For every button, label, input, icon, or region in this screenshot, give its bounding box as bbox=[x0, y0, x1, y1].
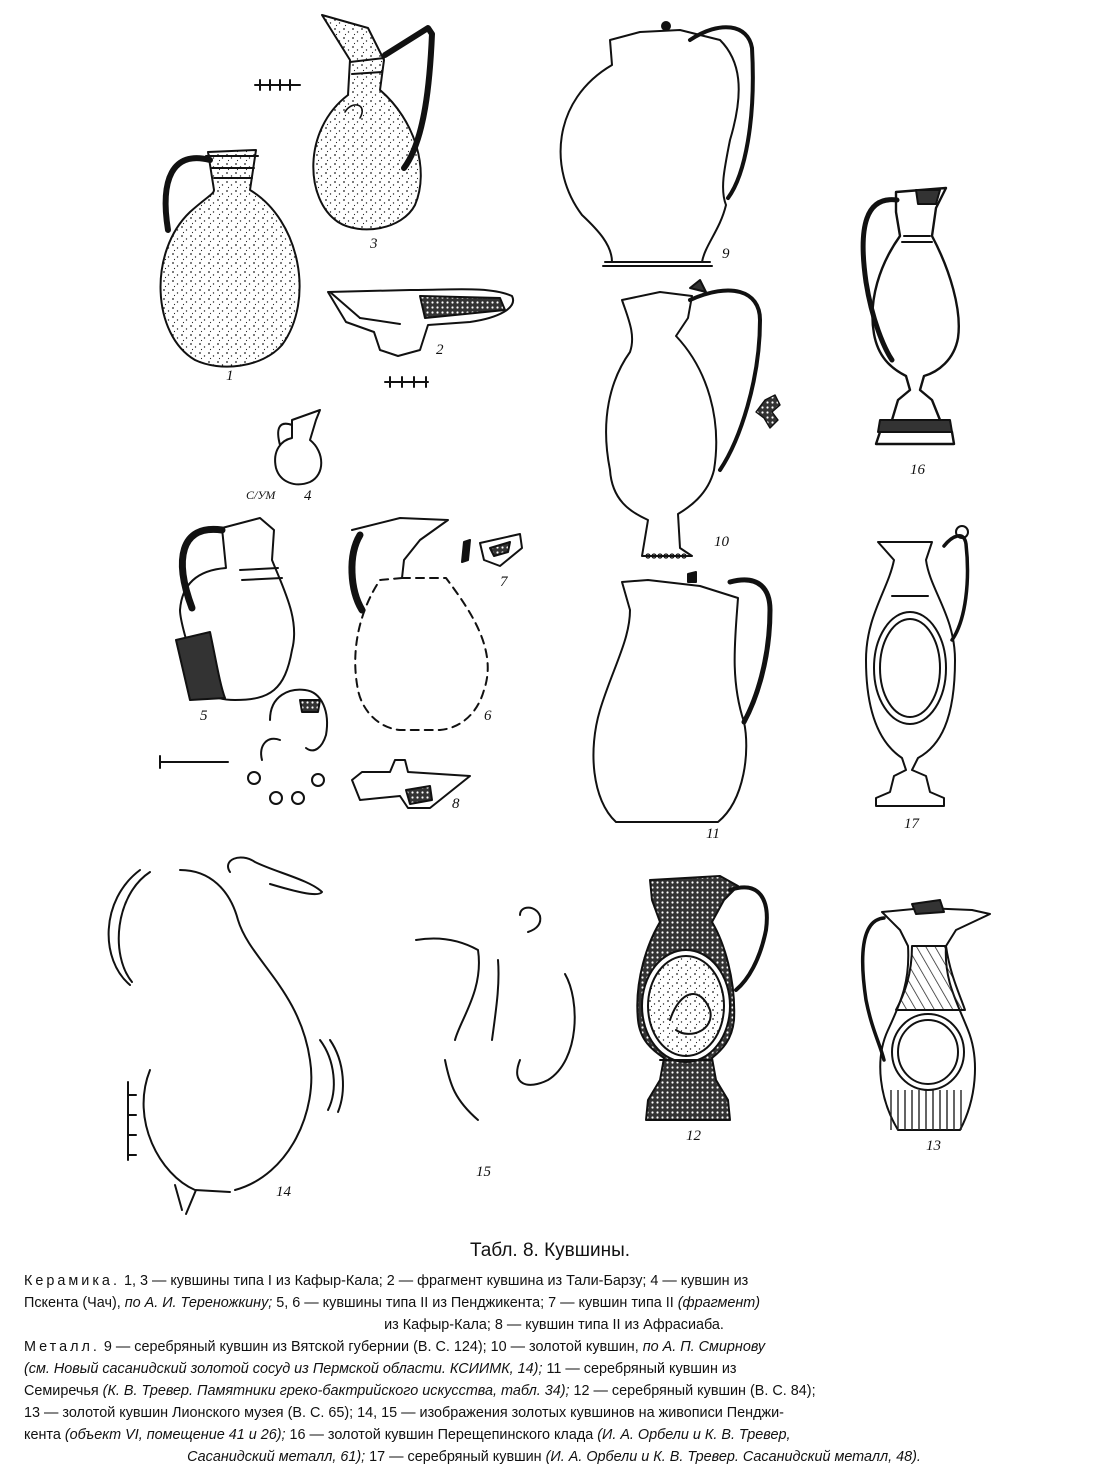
figure-16-gold-jug bbox=[863, 188, 959, 444]
caption-ceramics-heading: Керамика. bbox=[24, 1273, 120, 1289]
figure-1-jug bbox=[161, 150, 300, 367]
caption-citation: по А. П. Смирнову bbox=[642, 1339, 766, 1355]
figure-label-8: 8 bbox=[452, 796, 460, 812]
caption-text: 12 — серебряный кувшин (В. С. 84); bbox=[573, 1383, 816, 1399]
figure-label-6: 6 bbox=[484, 708, 492, 724]
caption-text: Пскента (Чач), bbox=[24, 1295, 121, 1311]
figure-label-14: 14 bbox=[276, 1184, 291, 1200]
figure-label-1: 1 bbox=[226, 368, 234, 384]
figure-label-16: 16 bbox=[910, 462, 925, 478]
figure-label-5: 5 bbox=[200, 708, 208, 724]
caption-text: 9 — серебряный кувшин из Вятской губернии (В. С. 124); 10 — золотой кувшин, bbox=[103, 1339, 639, 1355]
caption-ceramics-line-1 bbox=[24, 1270, 1084, 1292]
caption-text: 16 — золотой кувшин Перещепинского клада bbox=[289, 1427, 594, 1443]
figure-17-silver-jug bbox=[866, 526, 968, 806]
figure-2-fragment bbox=[328, 289, 513, 387]
figure-label-17: 17 bbox=[904, 816, 919, 832]
figure-label-13: 13 bbox=[926, 1138, 941, 1154]
caption-text: 11 — серебряный кувшин из bbox=[546, 1361, 737, 1377]
figure-label-4: 4 bbox=[304, 488, 312, 504]
caption-metal-line-1 bbox=[24, 1336, 1084, 1358]
caption-metal-heading: Металл. bbox=[24, 1339, 100, 1355]
caption-text: из Кафыр-Кала; 8 — кувшин типа II из Афрасиаба. bbox=[384, 1317, 724, 1333]
figure-label-2: 2 bbox=[436, 342, 444, 358]
caption-citation: (К. В. Тревер. Памятники греко-бактрийского искусства, табл. 34); bbox=[102, 1383, 570, 1399]
plate-caption bbox=[24, 1270, 1084, 1468]
figure-label-15: 15 bbox=[476, 1164, 491, 1180]
figure-3-jug bbox=[255, 15, 432, 229]
caption-text: 1, 3 — кувшины типа I из Кафыр-Кала; 2 — фрагмент кувшина из Тали-Барзу; 4 — кувшин из bbox=[123, 1273, 749, 1289]
figure-6-reconstructed-jug bbox=[352, 518, 522, 730]
caption-metal-line-4 bbox=[24, 1402, 1084, 1424]
figure-5-partial-jug bbox=[176, 518, 294, 700]
caption-text: 17 — серебряный кувшин bbox=[369, 1449, 542, 1465]
figure-label-11: 11 bbox=[706, 826, 720, 842]
caption-citation: (И. А. Орбели и К. В. Тревер. Сасанидский металл, 48). bbox=[545, 1449, 921, 1465]
plate-title: Табл. 8. Кувшины. bbox=[469, 1240, 631, 1261]
figure-13-gold-jug bbox=[863, 900, 990, 1130]
caption-metal-line-2 bbox=[24, 1358, 1084, 1380]
caption-ceramics-line-3 bbox=[24, 1314, 1084, 1336]
figure-12-decorated-jug bbox=[637, 876, 767, 1120]
caption-citation: по А. И. Тереножкину; bbox=[124, 1295, 273, 1311]
figure-14-painted-jug bbox=[109, 857, 343, 1214]
caption-metal-line-6 bbox=[24, 1446, 1084, 1468]
caption-citation: (И. А. Орбели и К. В. Тревер, bbox=[597, 1427, 791, 1443]
caption-text: кента bbox=[24, 1427, 61, 1443]
caption-metal-line-3 bbox=[24, 1380, 1084, 1402]
caption-citation: Сасанидский металл, 61); bbox=[187, 1449, 366, 1465]
figure-label-9: 9 bbox=[722, 246, 730, 262]
caption-citation: (см. Новый сасанидский золотой сосуд из Пермской области. КСИИМК, 14); bbox=[24, 1361, 543, 1377]
caption-ceramics-line-2 bbox=[24, 1292, 1084, 1314]
figure-4-small-jug bbox=[275, 410, 321, 484]
figure-11-silver-jug bbox=[593, 572, 770, 822]
caption-metal-line-5 bbox=[24, 1424, 1084, 1446]
figure-label-7: 7 bbox=[500, 574, 508, 590]
caption-text: 13 — золотой кувшин Лионского музея (В. С. 65); 14, 15 — изображения золотых кувшинов на живописи Пенджи- bbox=[24, 1405, 784, 1421]
figure-label-12: 12 bbox=[686, 1128, 701, 1144]
caption-citation: (фрагмент) bbox=[677, 1295, 761, 1311]
figure-9-silver-jug bbox=[561, 22, 753, 266]
figure-label-3: 3 bbox=[370, 236, 378, 252]
caption-text: Семиречья bbox=[24, 1383, 99, 1399]
figure-15-painted-jug bbox=[416, 908, 575, 1120]
caption-citation: (объект VI, помещение 41 и 26); bbox=[64, 1427, 286, 1443]
figure-label-10: 10 bbox=[714, 534, 729, 550]
caption-text: 5, 6 — кувшины типа II из Пенджикента; 7 — кувшин типа II bbox=[276, 1295, 674, 1311]
figure-label-4-note: С/УМ bbox=[246, 488, 276, 502]
figure-10-gold-jug bbox=[606, 280, 780, 558]
